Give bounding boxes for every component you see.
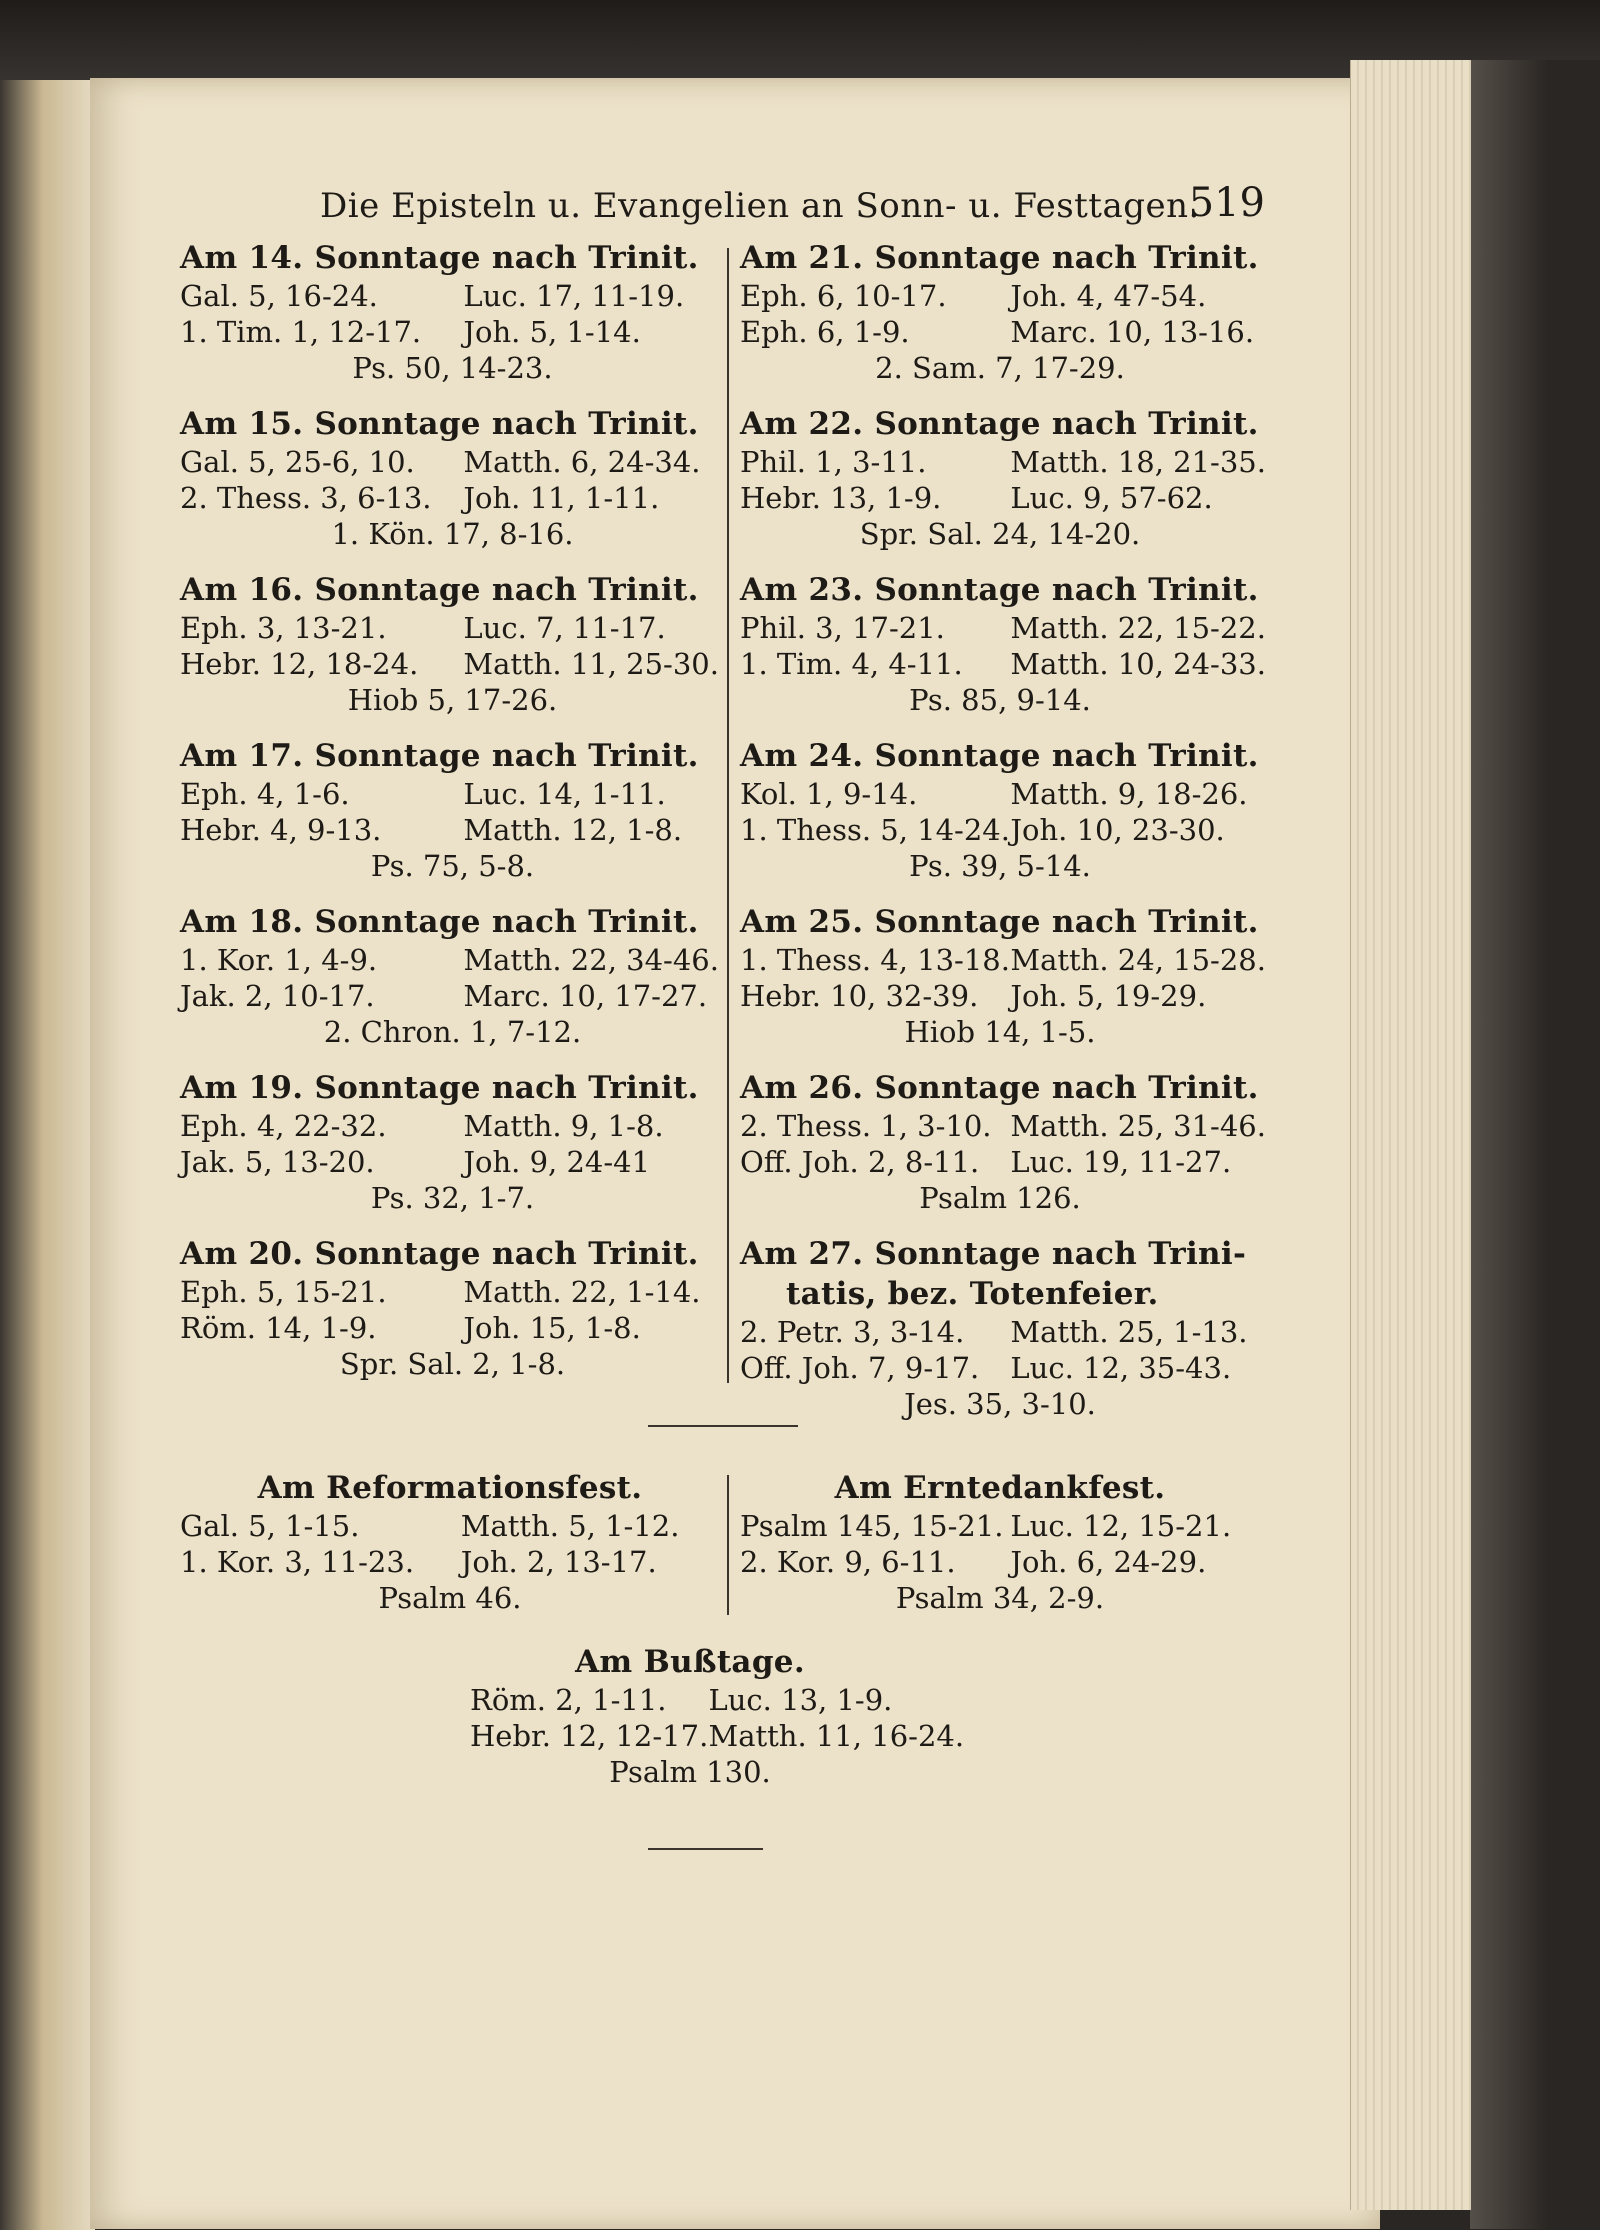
reading-row <box>180 978 725 1014</box>
epistle: Off. Joh. 2, 8-11. <box>740 1145 980 1179</box>
running-header <box>225 180 1265 240</box>
gospel: Matth. 22, 15-22. <box>1010 611 1266 645</box>
gospel: Matth. 24, 15-28. <box>1010 943 1266 977</box>
old-testament-reading: Ps. 50, 14-23. <box>352 351 553 385</box>
epistle: Gal. 5, 25-6, 10. <box>180 445 415 479</box>
reading-row <box>180 776 725 812</box>
section-title: Am 14. Sonntage nach Trinit. <box>180 240 699 276</box>
old-testament-reading: Hiob 14, 1-5. <box>904 1015 1096 1049</box>
gospel: Matth. 22, 34-46. <box>463 943 719 977</box>
epistle: Off. Joh. 7, 9-17. <box>740 1351 980 1385</box>
section-title: Am 23. Sonntage nach Trinit. <box>740 572 1259 608</box>
epistle: 1. Kor. 1, 4-9. <box>180 943 378 977</box>
section-title: Am 19. Sonntage nach Trinit. <box>180 1070 699 1106</box>
reading-row <box>740 610 1266 646</box>
gospel: Luc. 7, 11-17. <box>463 611 666 645</box>
gospel: Marc. 10, 17-27. <box>463 979 708 1013</box>
section-title: Am 15. Sonntage nach Trinit. <box>180 406 699 442</box>
epistle: Röm. 14, 1-9. <box>180 1311 377 1345</box>
section-title: Am 18. Sonntage nach Trinit. <box>180 904 699 940</box>
section-reformation <box>180 1468 720 1616</box>
section-title: Am 21. Sonntage nach Trinit. <box>740 240 1259 276</box>
old-testament-reading: Psalm 34, 2-9. <box>895 1581 1105 1615</box>
epistle: 2. Thess. 3, 6-13. <box>180 481 432 515</box>
epistle: Hebr. 12, 18-24. <box>180 647 419 681</box>
reading-row <box>180 314 725 350</box>
old-testament-reading: Ps. 39, 5-14. <box>909 849 1091 883</box>
reading-row <box>740 812 1260 848</box>
old-testament-reading: Ps. 75, 5-8. <box>370 849 535 883</box>
epistle: Gal. 5, 16-24. <box>180 279 378 313</box>
section-title: Am Bußtage. <box>575 1644 805 1680</box>
epistle: 1. Kor. 3, 11-23. <box>180 1545 415 1579</box>
old-testament-reading: Ps. 85, 9-14. <box>909 683 1091 717</box>
column-divider <box>727 1475 729 1615</box>
reading-row <box>740 942 1266 978</box>
old-testament-reading: Psalm 126. <box>919 1181 1081 1215</box>
section-title: Am Reformationsfest. <box>257 1470 643 1506</box>
section-trinity-27 <box>740 1234 1260 1422</box>
reading-row <box>180 812 725 848</box>
reading-row <box>740 1144 1260 1180</box>
reading-row <box>180 942 725 978</box>
gospel: Joh. 4, 47-54. <box>1010 279 1207 313</box>
reading-row <box>740 1350 1260 1386</box>
epistle: Psalm 145, 15-21. <box>740 1509 1004 1543</box>
gospel: Matth. 25, 1-13. <box>1010 1315 1248 1349</box>
reading-row <box>380 1718 1000 1754</box>
epistle: Jak. 2, 10-17. <box>180 979 375 1013</box>
epistle: Jak. 5, 13-20. <box>180 1145 375 1179</box>
gospel: Joh. 9, 24-41 <box>463 1145 651 1179</box>
section-trinity-17 <box>180 736 725 884</box>
reading-row <box>740 1108 1266 1144</box>
reading-row <box>740 278 1260 314</box>
epistle: Hebr. 13, 1-9. <box>740 481 942 515</box>
gospel: Luc. 14, 1-11. <box>463 777 666 811</box>
reading-row <box>180 646 725 682</box>
gospel: Marc. 10, 13-16. <box>1010 315 1255 349</box>
reading-row <box>740 646 1266 682</box>
old-testament-reading: Spr. Sal. 24, 14-20. <box>859 517 1141 551</box>
epistle: 2. Thess. 1, 3-10. <box>740 1109 992 1143</box>
gospel: Matth. 18, 21-35. <box>1010 445 1266 479</box>
epistle: Hebr. 4, 9-13. <box>180 813 382 847</box>
reading-row <box>740 444 1266 480</box>
gospel: Matth. 25, 31-46. <box>1010 1109 1266 1143</box>
epistle: 1. Thess. 5, 14-24. <box>740 813 1010 847</box>
reading-row <box>740 314 1260 350</box>
old-testament-reading: 2. Sam. 7, 17-29. <box>875 351 1125 385</box>
epistle: Eph. 5, 15-21. <box>180 1275 387 1309</box>
epistle: Eph. 3, 13-21. <box>180 611 387 645</box>
section-trinity-19 <box>180 1068 725 1216</box>
old-testament-reading: Spr. Sal. 2, 1-8. <box>339 1347 566 1381</box>
gospel: Luc. 17, 11-19. <box>463 279 685 313</box>
section-rule <box>648 1425 798 1427</box>
old-testament-reading: Jes. 35, 3-10. <box>904 1387 1096 1421</box>
reading-row <box>180 1108 725 1144</box>
reading-row <box>740 1314 1260 1350</box>
epistle: 1. Tim. 1, 12-17. <box>180 315 422 349</box>
epistle: 2. Petr. 3, 3-14. <box>740 1315 965 1349</box>
epistle: Phil. 1, 3-11. <box>740 445 927 479</box>
gospel: Matth. 6, 24-34. <box>463 445 701 479</box>
epistle: Phil. 3, 17-21. <box>740 611 945 645</box>
epistle: Eph. 4, 1-6. <box>180 777 350 811</box>
reading-row <box>180 1310 725 1346</box>
section-title: Am 16. Sonntage nach Trinit. <box>180 572 699 608</box>
reading-row <box>740 1544 1260 1580</box>
gospel: Matth. 9, 1-8. <box>463 1109 664 1143</box>
right-column <box>740 238 1266 1440</box>
gospel: Luc. 12, 15-21. <box>1010 1509 1232 1543</box>
section-erntedank <box>740 1468 1260 1616</box>
old-testament-reading: 2. Chron. 1, 7-12. <box>323 1015 582 1049</box>
section-trinity-15 <box>180 404 725 552</box>
section-title: Am Erntedankfest. <box>834 1470 1166 1506</box>
epistle: Hebr. 10, 32-39. <box>740 979 979 1013</box>
reading-row <box>180 610 725 646</box>
section-title: Am 17. Sonntage nach Trinit. <box>180 738 699 774</box>
gospel: Joh. 11, 1-11. <box>463 481 660 515</box>
gospel: Matth. 12, 1-8. <box>463 813 683 847</box>
section-title: Am 25. Sonntage nach Trinit. <box>740 904 1259 940</box>
reading-row <box>180 444 725 480</box>
epistle: 1. Thess. 4, 13-18. <box>740 943 1010 977</box>
reading-row <box>180 1508 720 1544</box>
gospel: Luc. 12, 35-43. <box>1010 1351 1232 1385</box>
section-trinity-18 <box>180 902 725 1050</box>
section-trinity-20 <box>180 1234 725 1382</box>
reading-row <box>740 776 1260 812</box>
reading-row <box>380 1682 1000 1718</box>
gospel: Luc. 19, 11-27. <box>1010 1145 1232 1179</box>
section-trinity-24 <box>740 736 1260 884</box>
gospel: Matth. 5, 1-12. <box>460 1509 680 1543</box>
old-testament-reading: Psalm 130. <box>609 1755 771 1789</box>
gospel: Luc. 13, 1-9. <box>708 1683 893 1717</box>
epistle: Röm. 2, 1-11. <box>470 1683 667 1717</box>
reading-row <box>740 480 1260 516</box>
book-cover-right <box>1470 60 1600 2229</box>
section-trinity-14 <box>180 238 725 386</box>
gospel: Matth. 10, 24-33. <box>1010 647 1266 681</box>
closing-rule <box>648 1848 763 1850</box>
gospel: Matth. 22, 1-14. <box>463 1275 701 1309</box>
gospel: Luc. 9, 57-62. <box>1010 481 1213 515</box>
section-trinity-22 <box>740 404 1266 552</box>
gospel: Joh. 5, 1-14. <box>463 315 641 349</box>
reading-row <box>180 1274 725 1310</box>
old-testament-reading: 1. Kön. 17, 8-16. <box>331 517 574 551</box>
epistle: 1. Tim. 4, 4-11. <box>740 647 963 681</box>
section-title: Am 20. Sonntage nach Trinit. <box>180 1236 699 1272</box>
reading-row <box>180 1144 725 1180</box>
section-title-line2: tatis, bez. Totenfeier. <box>786 1276 1159 1312</box>
reading-row <box>180 278 725 314</box>
header-title: Die Episteln u. Evangelien an Sonn- u. Festtagen. <box>320 186 1200 226</box>
old-testament-reading: Ps. 32, 1-7. <box>370 1181 535 1215</box>
section-trinity-21 <box>740 238 1260 386</box>
section-title: Am 22. Sonntage nach Trinit. <box>740 406 1259 442</box>
section-trinity-23 <box>740 570 1266 718</box>
epistle: Kol. 1, 9-14. <box>740 777 918 811</box>
page-stack-edge <box>1350 60 1471 2210</box>
epistle: Gal. 5, 1-15. <box>180 1509 360 1543</box>
old-testament-reading: Hiob 5, 17-26. <box>347 683 558 717</box>
section-trinity-16 <box>180 570 725 718</box>
section-title: Am 24. Sonntage nach Trinit. <box>740 738 1259 774</box>
section-title-line1: Am 27. Sonntage nach Trini- <box>740 1236 1247 1272</box>
book-edge-left <box>0 80 95 2230</box>
section-busstag <box>380 1642 1000 1790</box>
gospel: Matth. 11, 25-30. <box>463 647 719 681</box>
section-trinity-25 <box>740 902 1266 1050</box>
column-divider <box>727 248 729 1383</box>
gospel: Joh. 15, 1-8. <box>463 1311 641 1345</box>
gospel: Matth. 11, 16-24. <box>708 1719 965 1753</box>
gospel: Joh. 10, 23-30. <box>1010 813 1225 847</box>
epistle: Eph. 6, 10-17. <box>740 279 947 313</box>
epistle: Eph. 6, 1-9. <box>740 315 910 349</box>
section-title <box>740 1234 1260 1314</box>
left-column <box>180 238 725 1400</box>
reading-row <box>740 978 1260 1014</box>
epistle: Eph. 4, 22-32. <box>180 1109 387 1143</box>
page-number: 519 <box>1188 180 1265 226</box>
gospel: Matth. 9, 18-26. <box>1010 777 1248 811</box>
reading-row <box>180 480 725 516</box>
section-trinity-26 <box>740 1068 1266 1216</box>
gospel: Joh. 5, 19-29. <box>1010 979 1207 1013</box>
reading-row <box>740 1508 1260 1544</box>
epistle: Hebr. 12, 12-17. <box>470 1719 709 1753</box>
gospel: Joh. 6, 24-29. <box>1010 1545 1207 1579</box>
section-title: Am 26. Sonntage nach Trinit. <box>740 1070 1259 1106</box>
epistle: 2. Kor. 9, 6-11. <box>740 1545 956 1579</box>
reading-row <box>180 1544 720 1580</box>
gospel: Joh. 2, 13-17. <box>460 1545 657 1579</box>
old-testament-reading: Psalm 46. <box>378 1581 522 1615</box>
